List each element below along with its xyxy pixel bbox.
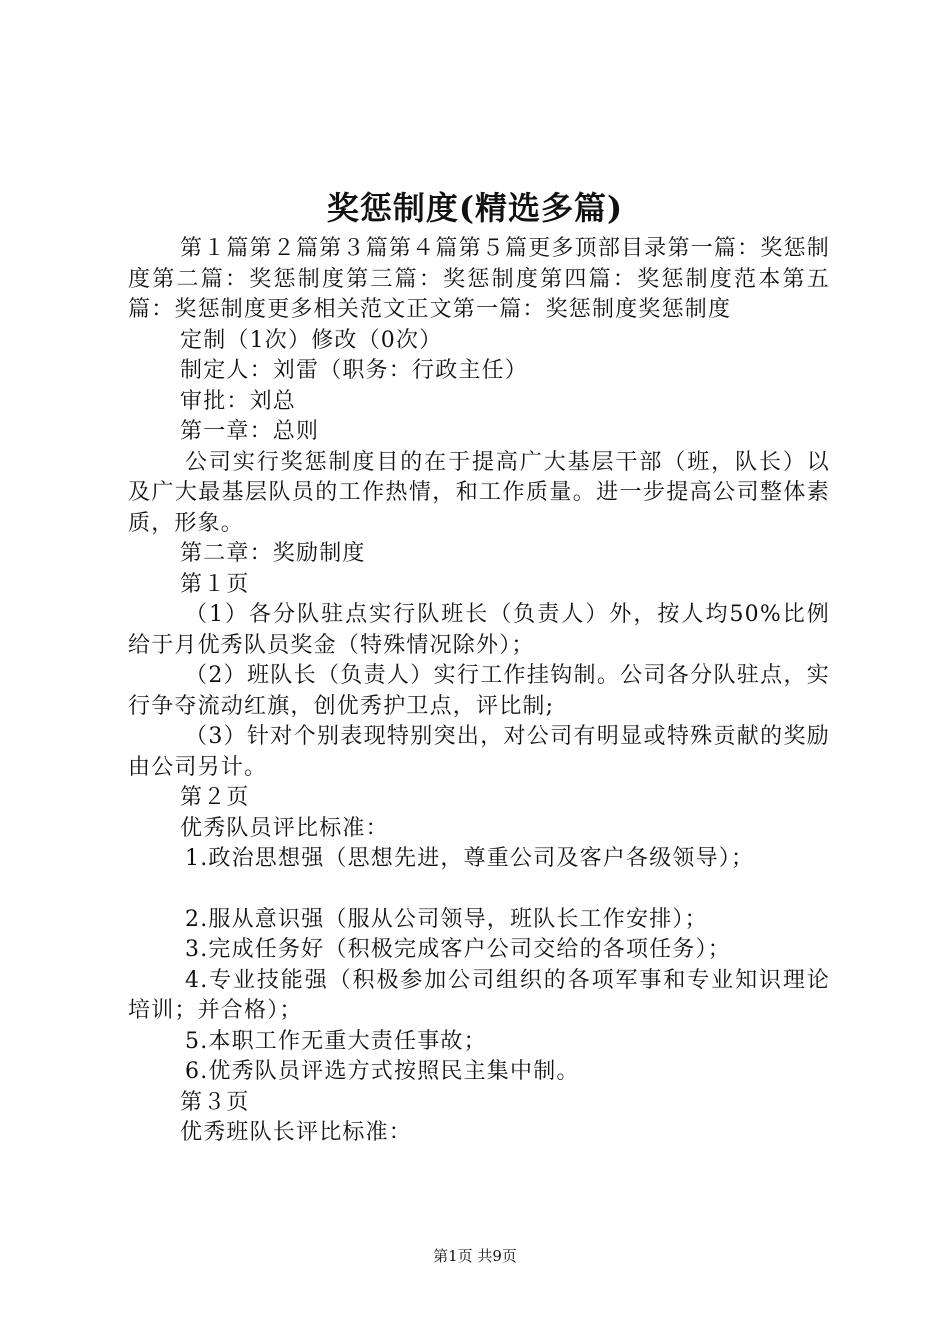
section-heading: 优秀班队长评比标准： <box>180 1120 413 1145</box>
reward-item: （2）班队长（负责人）实行工作挂钩制。公司各分队驻点，实行争夺流动红旗，创优秀护卫点，评比制; <box>128 663 830 719</box>
criteria-item: 5.本职工作无重大责任事故； <box>185 1028 487 1054</box>
chapter-heading: 第二章：奖励制度 <box>180 541 366 566</box>
criteria-item: 2.服从意识强（服从公司领导，班队长工作安排）； <box>185 906 708 932</box>
chapter-heading: 第一章：总则 <box>180 419 320 444</box>
reward-item: （3）针对个别表现特别突出，对公司有明显或特殊贡献的奖励由公司另计。 <box>128 724 830 780</box>
section-heading: 优秀队员评比标准： <box>180 815 389 841</box>
page-footer: 第1页 共9页 <box>433 1247 517 1265</box>
purpose-paragraph: 公司实行奖惩制度目的在于提高广大基层干部（班，队长）以及广大最基层队员的工作热情，和工作质量。进一步提高公司整体素质，形象。 <box>128 449 830 536</box>
criteria-item: 4.专业技能强（积极参加公司组织的各项军事和专业知识理论培训；并合格）； <box>128 967 830 1023</box>
criteria-item: 3.完成任务好（积极完成客户公司交给的各项任务）； <box>185 937 731 962</box>
document-body <box>128 234 830 1149</box>
table-of-contents: 第１篇第２篇第３篇第４篇第５篇更多顶部目录第一篇：奖惩制度第二篇：奖惩制度第三篇：奖惩制度第四篇：奖惩制度范本第五篇：奖惩制度更多相关范文正文第一篇：奖惩制度奖惩制度 <box>128 236 830 322</box>
page-marker: 第３页 <box>180 1089 250 1115</box>
page-marker: 第１页 <box>180 571 250 597</box>
page-marker: 第２页 <box>180 785 250 810</box>
blank-line <box>128 875 830 905</box>
criteria-item: 6.优秀队员评选方式按照民主集中制。 <box>185 1059 580 1084</box>
author-line: 制定人：刘雷（职务：行政主任） <box>180 358 529 383</box>
criteria-item: 1.政治思想强（思想先进，尊重公司及客户各级领导）； <box>185 846 755 871</box>
reward-item: （1）各分队驻点实行队班长（负责人）外，按人均50%比例给于月优秀队员奖金（特殊情况除外）； <box>128 602 830 658</box>
document-title: 奖惩制度(精选多篇) <box>326 189 624 227</box>
approval-line: 审批：刘总 <box>180 388 297 414</box>
revision-info: 定制（1次）修改（0次） <box>180 327 443 353</box>
